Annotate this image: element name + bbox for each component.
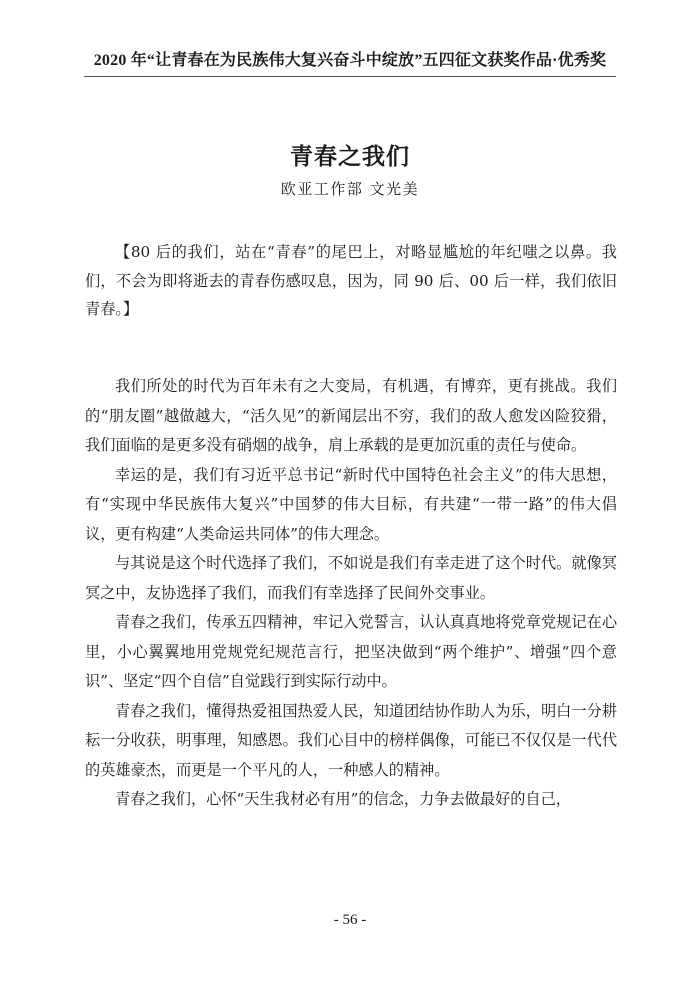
running-header: 2020 年“让青春在为民族伟大复兴奋斗中绽放”五四征文获奖作品·优秀奖: [93, 52, 607, 69]
body-paragraph-2: 幸运的是，我们有习近平总书记“新时代中国特色社会主义”的伟大思想，有“实现中华民族伟大复兴”中国梦的伟大目标，有共建“一带一路”的伟大倡议，更有构建“人类命运共同体”的伟大理念。: [85, 465, 617, 543]
body-paragraph-1: 我们所处的时代为百年未有之大变局，有机遇，有博弈，更有挑战。我们的“朋友圈”越做越大，“活久见”的新闻层出不穷，我们的敌人愈发凶险狡猾，我们面临的是更多没有硝烟的战争，肩上承载的是更加沉重的责任与使命。: [85, 377, 617, 454]
page-number: - 56 -: [333, 912, 367, 928]
body-paragraph-4: 青春之我们，传承五四精神，牢记入党誓言，认认真真地将党章党规记在心里，小心翼翼地用党规党纪规范言行，把坚决做到“两个维护”、增强“四个意识”、坚定“四个自信”自觉践行到实际行动中。: [85, 613, 617, 690]
article-title: 青春之我们: [290, 143, 410, 170]
body-paragraph-6: 青春之我们，心怀“天生我材必有用”的信念，力争去做最好的自己，: [115, 790, 571, 808]
article-author: 欧亚工作部 文光美: [280, 180, 420, 198]
body-paragraph-3: 与其说是这个时代选择了我们，不如说是我们有幸走进了这个时代。就像冥冥之中，友协选择了我们，而我们有幸选择了民间外交事业。: [85, 554, 617, 602]
article-body: [85, 372, 617, 815]
article-abstract: 【80 后的我们，站在“青春”的尾巴上，对略显尴尬的年纪嗤之以鼻。我们，不会为即将逝去的青春伤感叹息，因为，同 90 后、00 后一样，我们依旧青春。】: [85, 243, 617, 318]
header-divider: [84, 76, 616, 77]
body-paragraph-5: 青春之我们，懂得热爱祖国热爱人民，知道团结协作助人为乐，明白一分耕耘一分收获，明事理，知感恩。我们心目中的榜样偶像，可能已不仅仅是一代代的英雄豪杰，而更是一个平凡的人，一种感人的精神。: [85, 701, 617, 779]
